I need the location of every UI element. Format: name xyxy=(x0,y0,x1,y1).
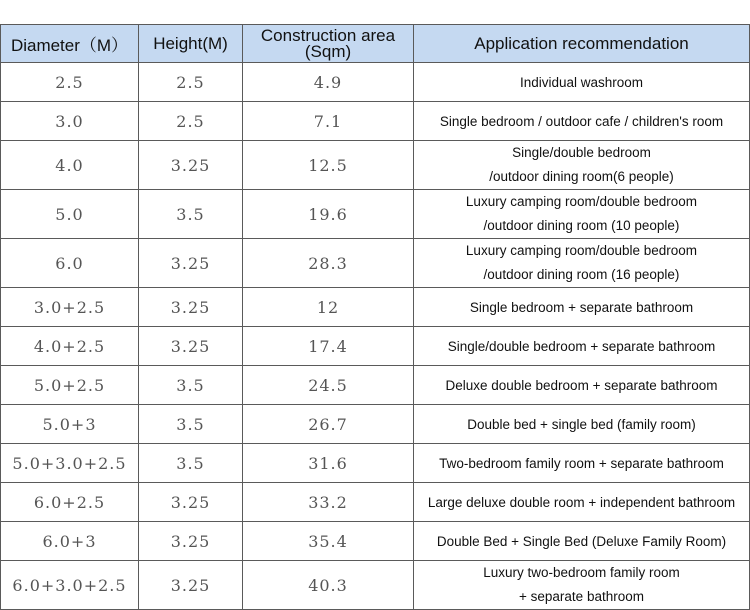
cell-application xyxy=(414,190,750,239)
cell-height: 3.25 xyxy=(139,561,243,610)
table-row xyxy=(1,239,750,288)
application-line: Individual washroom xyxy=(519,74,644,90)
table-row xyxy=(1,366,750,405)
table-row xyxy=(1,444,750,483)
cell-diameter: 3.0 xyxy=(1,102,139,141)
cell-application xyxy=(414,561,750,610)
cell-height: 3.25 xyxy=(139,239,243,288)
cell-area: 35.4 xyxy=(243,522,414,561)
application-line: Luxury camping room/double bedroom xyxy=(465,243,698,258)
table-row xyxy=(1,483,750,522)
cell-diameter: 5.0 xyxy=(1,190,139,239)
application-line: Double Bed + Single Bed (Deluxe Family Room) xyxy=(436,533,727,549)
cell-height: 2.5 xyxy=(139,102,243,141)
application-line: /outdoor dining room (10 people) xyxy=(483,218,680,233)
cell-application xyxy=(414,141,750,190)
table-row xyxy=(1,522,750,561)
application-line: Double bed + single bed (family room) xyxy=(467,416,696,432)
table-row xyxy=(1,102,750,141)
cell-diameter: 5.0+3.0+2.5 xyxy=(1,444,139,483)
cell-height: 3.5 xyxy=(139,366,243,405)
cell-diameter: 5.0+2.5 xyxy=(1,366,139,405)
cell-area: 7.1 xyxy=(243,102,414,141)
application-line: Single bedroom + separate bathroom xyxy=(469,299,694,315)
cell-area: 28.3 xyxy=(243,239,414,288)
application-line: Large deluxe double room + independent bathroom xyxy=(427,494,736,510)
cell-height: 3.25 xyxy=(139,483,243,522)
cell-application xyxy=(414,288,750,327)
cell-application xyxy=(414,366,750,405)
header-area-line1: Construction area xyxy=(260,25,396,45)
application-line: Luxury camping room/double bedroom xyxy=(465,194,698,209)
application-line: Single/double bedroom xyxy=(512,145,651,160)
cell-diameter: 6.0 xyxy=(1,239,139,288)
cell-height: 2.5 xyxy=(139,63,243,102)
table-row xyxy=(1,561,750,610)
application-line: + separate bathroom xyxy=(519,589,644,604)
cell-area: 17.4 xyxy=(243,327,414,366)
cell-area: 19.6 xyxy=(243,190,414,239)
cell-application xyxy=(414,102,750,141)
cell-height: 3.5 xyxy=(139,444,243,483)
cell-diameter: 6.0+2.5 xyxy=(1,483,139,522)
cell-application xyxy=(414,239,750,288)
header-area-line2: (Sqm) xyxy=(304,41,352,61)
application-line: Single/double bedroom + separate bathroom xyxy=(447,338,716,354)
cell-area: 40.3 xyxy=(243,561,414,610)
application-line: /outdoor dining room (16 people) xyxy=(483,267,680,282)
header-row xyxy=(1,25,750,63)
cell-area: 4.9 xyxy=(243,63,414,102)
cell-height: 3.5 xyxy=(139,405,243,444)
cell-area: 24.5 xyxy=(243,366,414,405)
cell-diameter: 3.0+2.5 xyxy=(1,288,139,327)
application-line: Deluxe double bedroom + separate bathroom xyxy=(445,377,718,393)
table-body xyxy=(1,63,750,610)
cell-diameter: 5.0+3 xyxy=(1,405,139,444)
cell-diameter: 4.0 xyxy=(1,141,139,190)
cell-diameter: 6.0+3 xyxy=(1,522,139,561)
cell-diameter: 6.0+3.0+2.5 xyxy=(1,561,139,610)
cell-diameter: 2.5 xyxy=(1,63,139,102)
cell-height: 3.25 xyxy=(139,327,243,366)
cell-application xyxy=(414,327,750,366)
header-application: Application recommendation xyxy=(414,25,750,63)
application-line: Single bedroom / outdoor cafe / children's room xyxy=(439,113,724,129)
table-row xyxy=(1,190,750,239)
table-row xyxy=(1,288,750,327)
cell-height: 3.25 xyxy=(139,141,243,190)
cell-application xyxy=(414,63,750,102)
cell-diameter: 4.0+2.5 xyxy=(1,327,139,366)
cell-height: 3.25 xyxy=(139,522,243,561)
cell-application xyxy=(414,405,750,444)
header-construction-area xyxy=(243,25,414,63)
table-row xyxy=(1,141,750,190)
cell-application xyxy=(414,483,750,522)
cell-height: 3.25 xyxy=(139,288,243,327)
table-row xyxy=(1,327,750,366)
cell-area: 12 xyxy=(243,288,414,327)
table-row xyxy=(1,63,750,102)
header-height: Height(M) xyxy=(139,25,243,63)
cell-area: 26.7 xyxy=(243,405,414,444)
application-line: /outdoor dining room(6 people) xyxy=(489,169,674,184)
application-line: Two-bedroom family room + separate bathroom xyxy=(439,455,724,471)
table-row xyxy=(1,405,750,444)
cell-application xyxy=(414,522,750,561)
cell-area: 33.2 xyxy=(243,483,414,522)
application-line: Luxury two-bedroom family room xyxy=(483,565,680,580)
cell-area: 31.6 xyxy=(243,444,414,483)
cell-height: 3.5 xyxy=(139,190,243,239)
cell-application xyxy=(414,444,750,483)
tent-spec-table xyxy=(0,24,750,610)
header-diameter: Diameter（M） xyxy=(1,25,139,63)
cell-area: 12.5 xyxy=(243,141,414,190)
